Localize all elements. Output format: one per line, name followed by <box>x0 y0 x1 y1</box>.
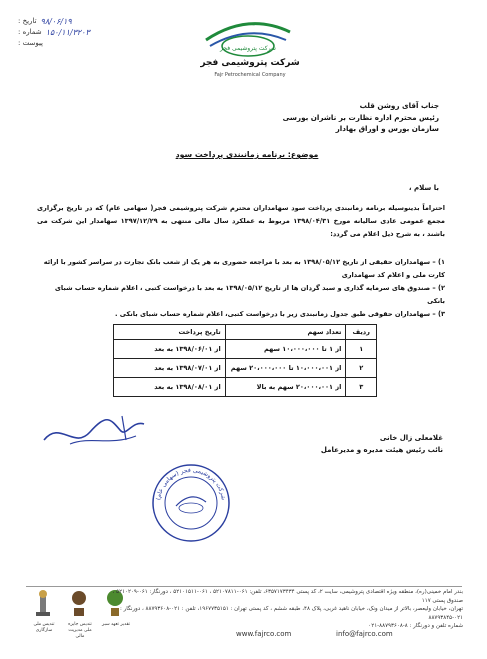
date-label: تاریخ : <box>18 17 37 25</box>
footer-line-3: شماره تلفن و دورنگار : ۸-۸۸۷۹۳۶۰۸-۰۲۱ <box>368 623 463 629</box>
number-row <box>18 27 136 38</box>
greeting: با سلام ، <box>408 184 439 192</box>
number-value: ۱۵۰/۱۱/۳۲۰۳ <box>45 28 90 37</box>
logo-mark-icon <box>188 10 308 62</box>
share-count-cell: از ۲۰،۰۰۰،۰۰۱ سهم به بالا <box>225 378 346 397</box>
header-share-count: تعداد سهم <box>225 325 346 340</box>
footer-line-2: تهران، خیابان ولیعصر، بالاتر از میدان ونک، خیابان ناهید غربی، پلاک ۴۸، طبقه ششم ، کد پستی تهران : ۱۹۶۷۷۳۵۱۵۱، تلفن : ۰۲۱-۸۸۷۹۳۶۰۸ ، دورنگار : ۰۲۱-۸۸۷۹۳۸۴۵ <box>119 606 463 621</box>
trophy-icon <box>30 588 56 618</box>
logo-text: شرکت پتروشیمی فجر <box>220 45 276 52</box>
table-row <box>114 359 377 378</box>
table-row <box>114 340 377 359</box>
payment-terms-list <box>37 256 445 321</box>
table-row <box>114 378 377 397</box>
payment-schedule-table <box>113 324 377 397</box>
recipient-line-1: جناب آقای روشن قلب <box>359 101 439 110</box>
body-paragraph: احتراماً بدینوسیله برنامه زمانبندی پرداخت سود سهامداران محترم شرکت پتروشیمی فجر( سهامی عام) که در تاریخ برگزاری مجمع عمومی عادی سالیانه مورخ ۱۳۹۸/۰۴/۳۱ مربوط به عملکرد سال مالی منتهی به ۱۳۹۷/۱۲/۲۹ سهامدار این شرکت می باشند ، به شرح ذیل اعلام می گردد: <box>37 204 445 238</box>
award-caption: تقدیر تعهد سبز <box>102 622 130 627</box>
payment-date-cell: از ۱۳۹۸/۰۶/۰۱ به بعد <box>114 340 226 359</box>
date-row <box>18 16 136 27</box>
table-header-row <box>114 325 377 340</box>
signatory-name: غلامعلی زال خانی <box>379 434 443 442</box>
company-name-fa: شرکت پتروشیمی فجر <box>200 58 300 68</box>
footer-line-1: بندر امام خمینی(ره)، منطقه ویژه اقتصادی پتروشیمی، سایت ۲، کد پستی ۶۳۵۷۱۷۳۴۳۴، تلفن: ۰۶۱-۵۲۱۰۷۸۱۱ ، ۰۶۱-۵۲۱۰۱۵۱۱ ، دورنگار: ۰۶۱-۵۲۱۰۲۰۹ ، صندوق پستی ۱۱۷ <box>112 589 463 604</box>
row-number-cell: ۳ <box>346 378 377 397</box>
number-label: شماره : <box>18 28 42 36</box>
footer-address <box>103 588 463 631</box>
list-item: ۳) – سهامداران حقوقی طبق جدول زمانبندی زیر با درخواست کتبی، اعلام شماره حساب شبای بانکی . <box>114 310 445 318</box>
award-item <box>66 588 94 638</box>
award-caption: تندیس ملی سازگاری <box>33 622 55 633</box>
date-value: ۹۸/۰۶/۱۹ <box>40 17 72 26</box>
attachment-label: پیوست : <box>18 39 43 47</box>
stamp-text: شرکت پتروشیمی فجر (سهامی عام) <box>155 466 227 501</box>
recipient-block <box>139 100 439 135</box>
share-count-cell: از ۱۰،۰۰۰،۰۰۱ تا ۲۰،۰۰۰،۰۰۰ سهم <box>225 359 346 378</box>
company-stamp <box>150 462 232 544</box>
award-item <box>30 588 58 638</box>
row-number-cell: ۲ <box>346 359 377 378</box>
row-number-cell: ۱ <box>346 340 377 359</box>
footer-email-link[interactable]: info@fajrco.com <box>336 630 393 638</box>
share-count-cell: از ۱ تا ۱۰،۰۰۰،۰۰۰ سهم <box>225 340 346 359</box>
payment-date-cell: از ۱۳۹۸/۰۷/۰۱ به بعد <box>114 359 226 378</box>
subject-line: موضوع: برنامه زمانبندی پرداخت سود <box>175 150 319 159</box>
list-item: ۲) – صندوق های سرمایه گذاری و سبد گردان ها از تاریخ ۱۳۹۸/۰۵/۱۲ به بعد با درخواست کتبی ، اعلام شماره حساب شبای بانکی <box>54 284 445 305</box>
signatory-title: نائب رئیس هیئت مدیره و مدیرعامل <box>320 446 443 454</box>
attachment-row <box>18 38 136 49</box>
footer-divider <box>26 586 462 587</box>
award-caption: تندیس جایزه ملی مدیریت مالی <box>68 622 92 639</box>
payment-date-cell: از ۱۳۹۸/۰۸/۰۱ به بعد <box>114 378 226 397</box>
footer-website-link[interactable]: www.fajrco.com <box>236 630 292 638</box>
letter-meta <box>18 16 136 49</box>
signatory-block <box>321 432 443 456</box>
list-item: ۱) – سهامداران حقیقی از تاریخ ۱۳۹۸/۰۵/۱۲ به بعد با مراجعه حضوری به هر یک از شعب بانک تجارت در سراسر کشور با ارائه کارت ملی و اعلام کد سهامداری <box>43 258 445 279</box>
header-row-number: ردیف <box>346 325 377 340</box>
handwritten-signature <box>40 410 150 452</box>
recipient-line-2: رئیس محترم اداره نظارت بر ناشران بورسی <box>282 112 439 122</box>
header-payment-date: تاریخ پرداخت <box>114 325 226 340</box>
company-name-en: Fajr Petrochemical Company <box>214 72 286 78</box>
statue-icon <box>66 588 92 618</box>
recipient-line-3: سازمان بورس و اوراق بهادار <box>335 124 439 134</box>
